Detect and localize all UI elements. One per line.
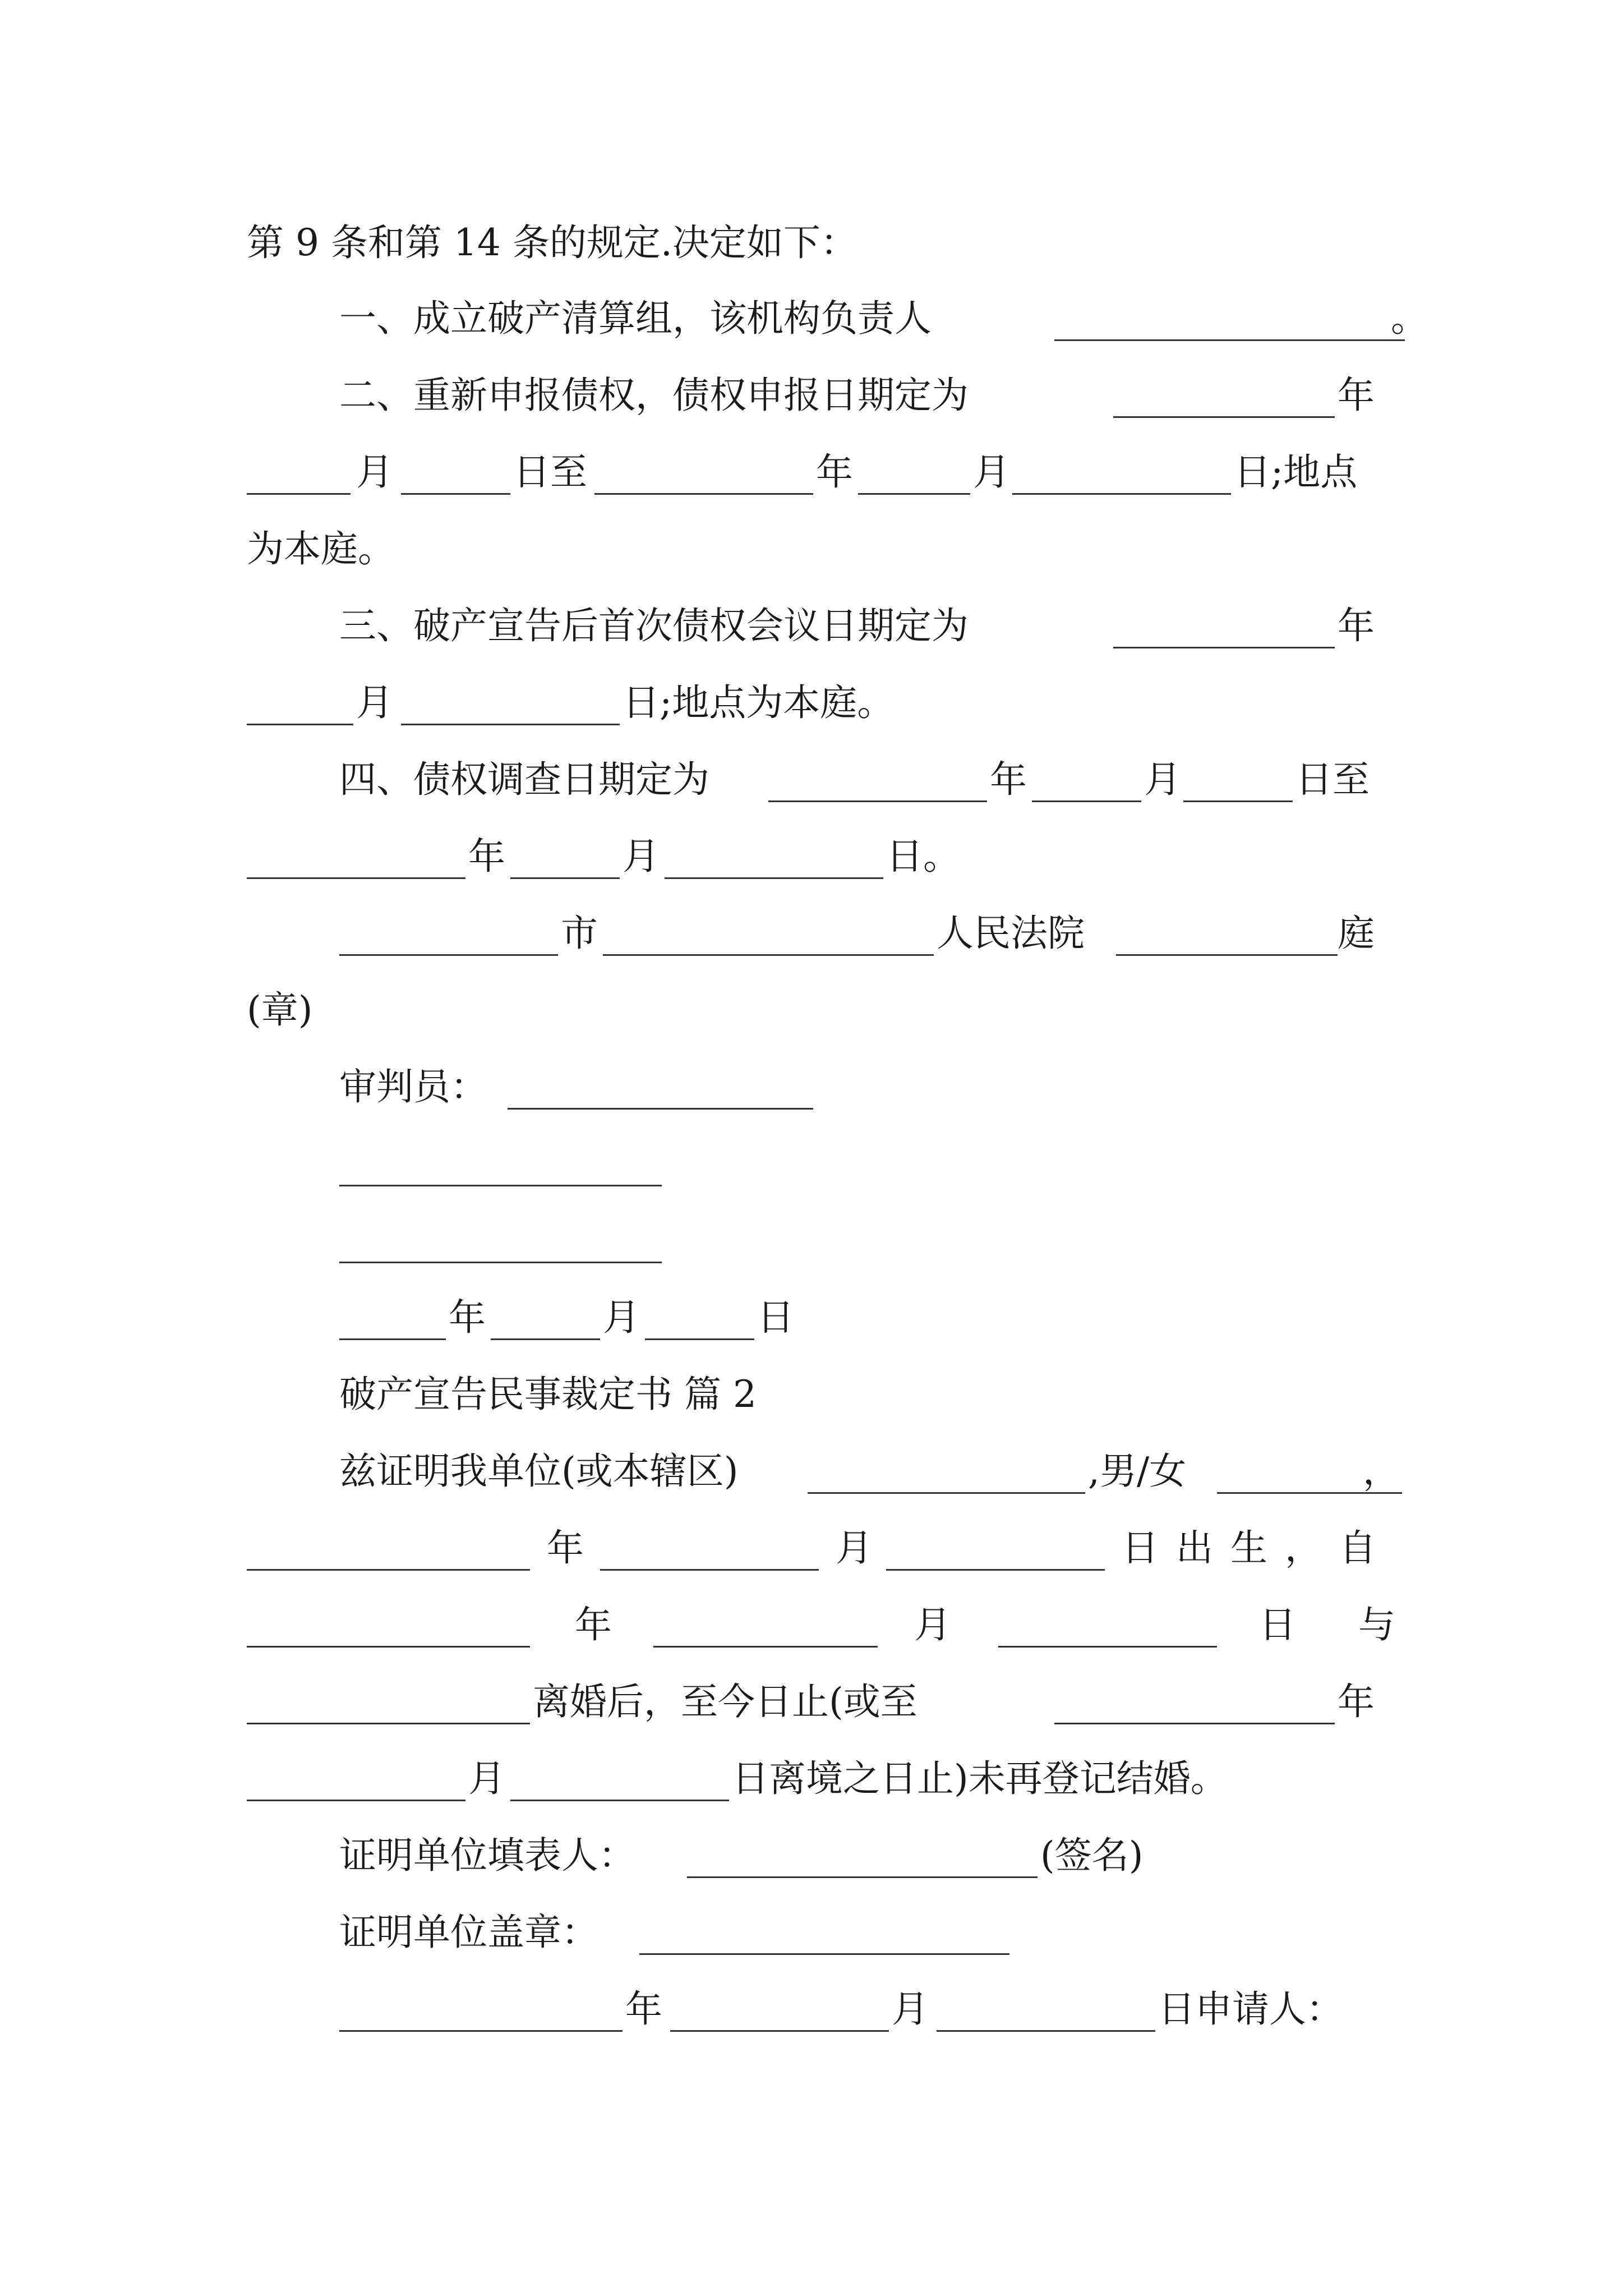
blank-line	[1012, 493, 1231, 495]
blank-line	[1032, 800, 1141, 802]
blank-line	[247, 493, 351, 495]
blank-line	[510, 1800, 729, 1801]
text-segment: 第 9 条和第 14 条的规定.决定如下：	[247, 221, 857, 264]
text-segment: 日;地点为本庭。	[623, 681, 895, 724]
blank-line	[768, 800, 987, 802]
text-segment: 年	[1338, 1680, 1375, 1723]
text-segment: 日;地点	[1234, 450, 1358, 494]
blank-line	[670, 2030, 889, 2032]
text-segment: 兹证明我单位(或本辖区)	[339, 1450, 739, 1493]
text-segment: 年	[1338, 374, 1375, 417]
blank-line	[247, 1569, 530, 1571]
blank-line	[1113, 416, 1335, 418]
text-segment: 二、重新申报债权，债权申报日期定为	[339, 374, 969, 417]
blank-line	[247, 877, 465, 879]
blank-line	[937, 2030, 1155, 2032]
text-segment: 日申请人：	[1158, 1987, 1343, 2031]
text-segment: 月	[603, 1296, 640, 1339]
text-segment: 四、债权调查日期定为	[339, 758, 709, 801]
text-segment: 审判员：	[339, 1065, 487, 1108]
text-segment: (签名)	[1040, 1834, 1144, 1877]
text-segment: 市	[561, 912, 598, 955]
blank-line	[401, 493, 510, 495]
blank-line	[858, 493, 970, 495]
text-segment: 月	[914, 1603, 951, 1646]
text-segment: 日 与	[1259, 1603, 1395, 1646]
blank-line	[339, 954, 558, 956]
text-segment: 日	[757, 1296, 794, 1339]
text-segment: 一、成立破产清算组，该机构负责人	[339, 297, 932, 340]
text-segment: 日至	[513, 450, 587, 494]
blank-line	[339, 2030, 623, 2032]
blank-line	[687, 1876, 1038, 1878]
text-segment: (章)	[247, 988, 313, 1032]
blank-line	[247, 724, 353, 725]
text-segment: 年	[449, 1296, 486, 1339]
text-segment: 年	[990, 758, 1027, 801]
blank-line	[639, 1953, 1009, 1955]
blank-line	[603, 954, 934, 956]
text-segment: 月	[836, 1526, 873, 1570]
text-segment: ,男/女	[1088, 1450, 1187, 1493]
text-segment: 年	[547, 1526, 584, 1570]
text-segment: 人民法院	[937, 912, 1085, 955]
section-heading: 破产宣告民事裁定书 篇 2	[339, 1373, 757, 1416]
text-segment: 日至	[1295, 758, 1370, 801]
text-segment: 三、破产宣告后首次债权会议日期定为	[339, 604, 969, 647]
text-segment: 月	[623, 835, 660, 878]
text-segment: 月	[356, 681, 393, 724]
text-segment: 证明单位盖章：	[339, 1911, 598, 1954]
blank-line	[247, 1800, 465, 1801]
blank-line	[594, 493, 813, 495]
blank-line	[339, 1262, 662, 1263]
blank-line	[1054, 339, 1405, 341]
text-segment: 月	[973, 450, 1010, 494]
blank-line	[645, 1338, 754, 1340]
blank-line	[808, 1492, 1085, 1494]
text-segment: 庭	[1338, 912, 1375, 955]
blank-line	[600, 1569, 819, 1571]
text-segment: 月	[356, 450, 393, 494]
text-segment: 月	[468, 1757, 505, 1800]
blank-line	[998, 1646, 1217, 1648]
text-segment: 离婚后，至今日止(或至	[533, 1680, 917, 1723]
blank-line	[1113, 647, 1335, 648]
text-segment: 年	[816, 450, 853, 494]
text-segment: 。	[1391, 297, 1428, 340]
blank-line	[1183, 800, 1293, 802]
text-segment: 为本庭。	[247, 527, 395, 570]
blank-line	[491, 1338, 600, 1340]
blank-line	[665, 877, 883, 879]
blank-line	[401, 724, 620, 725]
text-segment: ，	[1363, 1450, 1400, 1493]
blank-line	[508, 1108, 813, 1110]
blank-line	[653, 1646, 878, 1648]
text-segment: 日离境之日止)未再登记结婚。	[732, 1757, 1228, 1800]
blank-line	[247, 1723, 530, 1724]
text-segment: 年	[468, 835, 505, 878]
blank-line	[247, 1646, 530, 1648]
blank-line	[886, 1569, 1105, 1571]
text-segment: 日。	[886, 835, 960, 878]
blank-line	[339, 1338, 446, 1340]
text-segment: 证明单位填表人：	[339, 1834, 635, 1877]
text-segment: 月	[892, 1987, 929, 2031]
blank-line	[339, 1185, 662, 1186]
text-segment: 日 出 生 ， 自	[1122, 1526, 1376, 1570]
text-segment: 年	[1338, 604, 1375, 647]
blank-line	[510, 877, 620, 879]
text-segment: 年	[575, 1603, 612, 1646]
text-segment: 年	[625, 1987, 662, 2031]
blank-line	[1054, 1723, 1335, 1724]
blank-line	[1116, 954, 1338, 956]
text-segment: 月	[1144, 758, 1181, 801]
